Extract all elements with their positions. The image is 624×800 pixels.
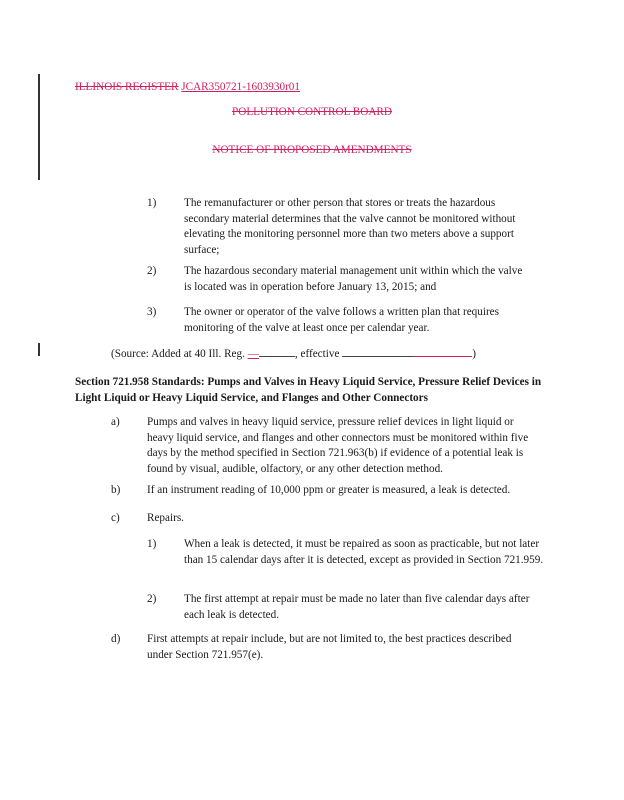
volume-blank	[259, 346, 295, 357]
list-item-text: The hazardous secondary material management unit within which the valve is located was in operation before January 13, 2015; and	[184, 265, 523, 293]
section-heading: Section 721.958 Standards: Pumps and Valves in Heavy Liquid Service, Pressure Relief Devices in Light Liquid or Heavy Liquid Service, and Flanges and Other Connectors	[75, 376, 542, 404]
date-blank-inserted	[414, 346, 472, 357]
item-text: Pumps and valves in heavy liquid service, pressure relief devices in light liquid or heavy liquid service, and flanges and other connectors must be monitored within five days by the method specified in Section 721.963(b) if evidence of a potential leak is found by visual, audible, olfactory, or any other detection method.	[147, 416, 529, 475]
notice-title: NOTICE OF PROPOSED AMENDMENTS	[212, 144, 412, 156]
repair-number: 1)	[147, 538, 157, 550]
repair-number: 2)	[147, 593, 157, 605]
source-close: )	[472, 348, 476, 360]
revision-bar-top	[38, 74, 40, 180]
repair-text: The first attempt at repair must be made no later than five calendar days after each leak is detected.	[184, 593, 530, 621]
list-item-text: The owner or operator of the valve follows a written plan that requires monitoring of the valve at least once per calendar year.	[184, 306, 500, 334]
board-title: POLLUTION CONTROL BOARD	[232, 106, 392, 118]
revision-bar-mid	[38, 343, 40, 356]
item-letter: a)	[111, 416, 120, 428]
date-blank	[342, 346, 414, 357]
item-text: If an instrument reading of 10,000 ppm or greater is measured, a leak is detected.	[147, 484, 511, 496]
item-text: First attempts at repair include, but are not limited to, the best practices described under Section 721.957(e).	[147, 633, 512, 661]
list-item-number: 3)	[147, 306, 157, 318]
item-letter: c)	[111, 512, 120, 524]
list-item-number: 2)	[147, 265, 157, 277]
register-code: JCAR350721-1603930r01	[181, 81, 300, 93]
register-struck: ILLINOIS REGISTER	[75, 81, 179, 93]
item-letter: b)	[111, 484, 121, 496]
source-dash: —	[247, 348, 259, 360]
repair-text: When a leak is detected, it must be repaired as soon as practicable, but not later than 15 calendar days after it is detected, except as provided in Section 721.959.	[184, 538, 544, 566]
source-line	[111, 346, 476, 363]
list-item-number: 1)	[147, 197, 157, 209]
list-item-text: The remanufacturer or other person that stores or treats the hazardous secondary material determines that the valve cannot be monitored without elevating the monitoring personnel more than two meters above a support surface;	[184, 197, 516, 256]
item-text: Repairs.	[147, 512, 184, 524]
item-letter: d)	[111, 633, 121, 645]
source-prefix: (Source: Added at 40 Ill. Reg.	[111, 348, 245, 360]
source-effective: , effective	[294, 348, 340, 360]
register-line	[75, 80, 300, 96]
